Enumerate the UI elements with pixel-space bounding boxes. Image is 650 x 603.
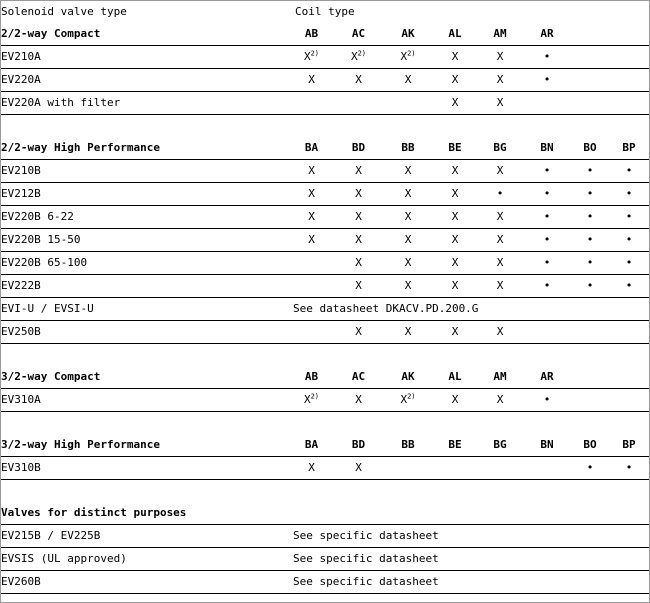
cell-bp: • <box>609 206 649 229</box>
row-label: EV220B 15-50 <box>1 229 289 252</box>
coil-header-be: BE <box>433 434 477 457</box>
cell-ak <box>383 92 433 115</box>
coil-header-bd: BD <box>334 137 383 160</box>
cell-bd: X <box>334 206 383 229</box>
cell-ac: X <box>334 389 383 412</box>
section-spacer <box>1 344 649 367</box>
cell-bo: • <box>571 160 609 183</box>
coil-header-bo: BO <box>571 137 609 160</box>
coil-header-ab: AB <box>289 23 334 46</box>
cell-bo: • <box>571 252 609 275</box>
cell-am: X <box>477 389 523 412</box>
row-note: See datasheet DKACV.PD.200.G <box>289 298 649 321</box>
coil-header-am: AM <box>477 366 523 389</box>
cell-bd: X <box>334 252 383 275</box>
row-label: EV220B 65-100 <box>1 252 289 275</box>
cell-ba <box>289 321 334 344</box>
coil-header-bo: BO <box>571 434 609 457</box>
coil-header-bn: BN <box>523 434 571 457</box>
cell-bn: • <box>523 183 571 206</box>
cell-ak: X <box>383 69 433 92</box>
cell-ba: X <box>289 160 334 183</box>
coil-header-ac: AC <box>334 23 383 46</box>
cell-am: X <box>477 46 523 69</box>
coil-header-am: AM <box>477 23 523 46</box>
cell-ac: X <box>334 69 383 92</box>
row-note: See specific datasheet <box>289 525 649 548</box>
cell-bb: X <box>383 229 433 252</box>
cell-al: X <box>433 92 477 115</box>
cell-ab <box>289 92 334 115</box>
cell-ar: • <box>523 69 571 92</box>
cell-be: X <box>433 321 477 344</box>
cell-al: X <box>433 389 477 412</box>
cell-bn <box>523 321 571 344</box>
cell-bn: • <box>523 206 571 229</box>
coil-header-al: AL <box>433 366 477 389</box>
cell-bg: X <box>477 160 523 183</box>
group-title: 3/2-way High Performance <box>1 434 289 457</box>
row-label: EV250B <box>1 321 289 344</box>
cell-bd: X <box>334 321 383 344</box>
coil-header-ba: BA <box>289 137 334 160</box>
table-row <box>1 389 649 412</box>
row-label: EV222B <box>1 275 289 298</box>
group-header-compact-3-2 <box>1 366 649 389</box>
cell-be <box>433 457 477 480</box>
coil-header-ac: AC <box>334 366 383 389</box>
cell-bo <box>571 321 609 344</box>
cell-bg: X <box>477 252 523 275</box>
cell-bp <box>609 321 649 344</box>
coil-header-ar: AR <box>523 366 571 389</box>
group-title: 2/2-way Compact <box>1 23 289 46</box>
header-col1: Solenoid valve type <box>1 5 127 18</box>
coil-header-ba: BA <box>289 434 334 457</box>
group-header-compact-2-2 <box>1 23 649 46</box>
cell-bo: • <box>571 206 609 229</box>
cell-bg: X <box>477 206 523 229</box>
coil-header-bb: BB <box>383 137 433 160</box>
cell-bp: • <box>609 457 649 480</box>
valve-coil-table <box>1 1 649 594</box>
cell-be: X <box>433 160 477 183</box>
table-row <box>1 69 649 92</box>
cell-ba: X <box>289 457 334 480</box>
coil-header-bd: BD <box>334 434 383 457</box>
cell-bb: X <box>383 160 433 183</box>
table-row <box>1 160 649 183</box>
coil-header-ak: AK <box>383 366 433 389</box>
cell-ab: $X^{2)}$ <box>289 389 334 412</box>
cell-bn <box>523 457 571 480</box>
cell-bp: • <box>609 229 649 252</box>
table-row <box>1 229 649 252</box>
row-label: EV260B <box>1 571 289 594</box>
group-title: 3/2-way Compact <box>1 366 289 389</box>
coil-header-bg: BG <box>477 434 523 457</box>
cell-bg: X <box>477 229 523 252</box>
row-label: EV310A <box>1 389 289 412</box>
cell-ab: $X^{2)}$ <box>289 46 334 69</box>
cell-bg <box>477 457 523 480</box>
cell-ak: $X^{2)}$ <box>383 46 433 69</box>
row-label: EV220A <box>1 69 289 92</box>
row-label: EV310B <box>1 457 289 480</box>
row-note: See specific datasheet <box>289 548 649 571</box>
cell-bg: X <box>477 321 523 344</box>
cell-bo: • <box>571 275 609 298</box>
table-row <box>1 275 649 298</box>
cell-bd: X <box>334 457 383 480</box>
cell-bg: • <box>477 183 523 206</box>
cell-am: X <box>477 69 523 92</box>
cell-bn: • <box>523 160 571 183</box>
section-spacer <box>1 480 649 503</box>
coil-header-al: AL <box>433 23 477 46</box>
row-label: EV212B <box>1 183 289 206</box>
cell-bp: • <box>609 275 649 298</box>
cell-bb: X <box>383 275 433 298</box>
cell-be: X <box>433 275 477 298</box>
coil-header-bn: BN <box>523 137 571 160</box>
row-label: EV220B 6-22 <box>1 206 289 229</box>
cell-bd: X <box>334 183 383 206</box>
cell-bn: • <box>523 229 571 252</box>
coil-header-bg: BG <box>477 137 523 160</box>
cell-ar: • <box>523 389 571 412</box>
table-row <box>1 457 649 480</box>
cell-be: X <box>433 229 477 252</box>
cell-ac <box>334 92 383 115</box>
cell-ba: X <box>289 206 334 229</box>
cell-bd: X <box>334 229 383 252</box>
header-col2: Coil type <box>295 5 355 18</box>
cell-bo: • <box>571 457 609 480</box>
row-label: EVSIS (UL approved) <box>1 548 289 571</box>
group-title: 2/2-way High Performance <box>1 137 289 160</box>
cell-bd: X <box>334 160 383 183</box>
cell-be: X <box>433 206 477 229</box>
table-row <box>1 571 649 594</box>
table-row <box>1 183 649 206</box>
group-header-highperf-2-2 <box>1 137 649 160</box>
table-row <box>1 252 649 275</box>
cell-ba: X <box>289 229 334 252</box>
row-note: See specific datasheet <box>289 571 649 594</box>
cell-ak: $X^{2)}$ <box>383 389 433 412</box>
cell-bb <box>383 457 433 480</box>
row-label: EV215B / EV225B <box>1 525 289 548</box>
coil-header-ab: AB <box>289 366 334 389</box>
cell-bp: • <box>609 252 649 275</box>
table-row <box>1 525 649 548</box>
cell-ba <box>289 275 334 298</box>
cell-ba: X <box>289 183 334 206</box>
cell-bn: • <box>523 275 571 298</box>
cell-bb: X <box>383 252 433 275</box>
table-row <box>1 321 649 344</box>
cell-al: X <box>433 69 477 92</box>
coil-header-bp: BP <box>609 137 649 160</box>
cell-ar: • <box>523 46 571 69</box>
coil-header-ak: AK <box>383 23 433 46</box>
group-header-distinct <box>1 502 649 525</box>
cell-bb: X <box>383 321 433 344</box>
coil-header-bb: BB <box>383 434 433 457</box>
row-label: EV220A with filter <box>1 92 289 115</box>
cell-ac: $X^{2)}$ <box>334 46 383 69</box>
table-row <box>1 298 649 321</box>
cell-ba <box>289 252 334 275</box>
table-row <box>1 206 649 229</box>
cell-bb: X <box>383 206 433 229</box>
row-label: EV210A <box>1 46 289 69</box>
cell-be: X <box>433 252 477 275</box>
cell-ar <box>523 92 571 115</box>
table-row <box>1 92 649 115</box>
cell-bo: • <box>571 229 609 252</box>
row-label: EV210B <box>1 160 289 183</box>
cell-bo: • <box>571 183 609 206</box>
section-spacer <box>1 412 649 435</box>
cell-bp: • <box>609 160 649 183</box>
cell-bd: X <box>334 275 383 298</box>
coil-header-be: BE <box>433 137 477 160</box>
cell-am: X <box>477 92 523 115</box>
row-label: EVI-U / EVSI-U <box>1 298 289 321</box>
cell-ab: X <box>289 69 334 92</box>
coil-header-ar: AR <box>523 23 571 46</box>
cell-be: X <box>433 183 477 206</box>
section-spacer <box>1 115 649 138</box>
cell-bp: • <box>609 183 649 206</box>
group-title: Valves for distinct purposes <box>1 502 289 525</box>
cell-bn: • <box>523 252 571 275</box>
table-row <box>1 46 649 69</box>
coil-header-bp: BP <box>609 434 649 457</box>
cell-al: X <box>433 46 477 69</box>
group-header-highperf-3-2 <box>1 434 649 457</box>
cell-bg: X <box>477 275 523 298</box>
cell-bb: X <box>383 183 433 206</box>
table-row <box>1 548 649 571</box>
table-header-row <box>1 1 649 23</box>
